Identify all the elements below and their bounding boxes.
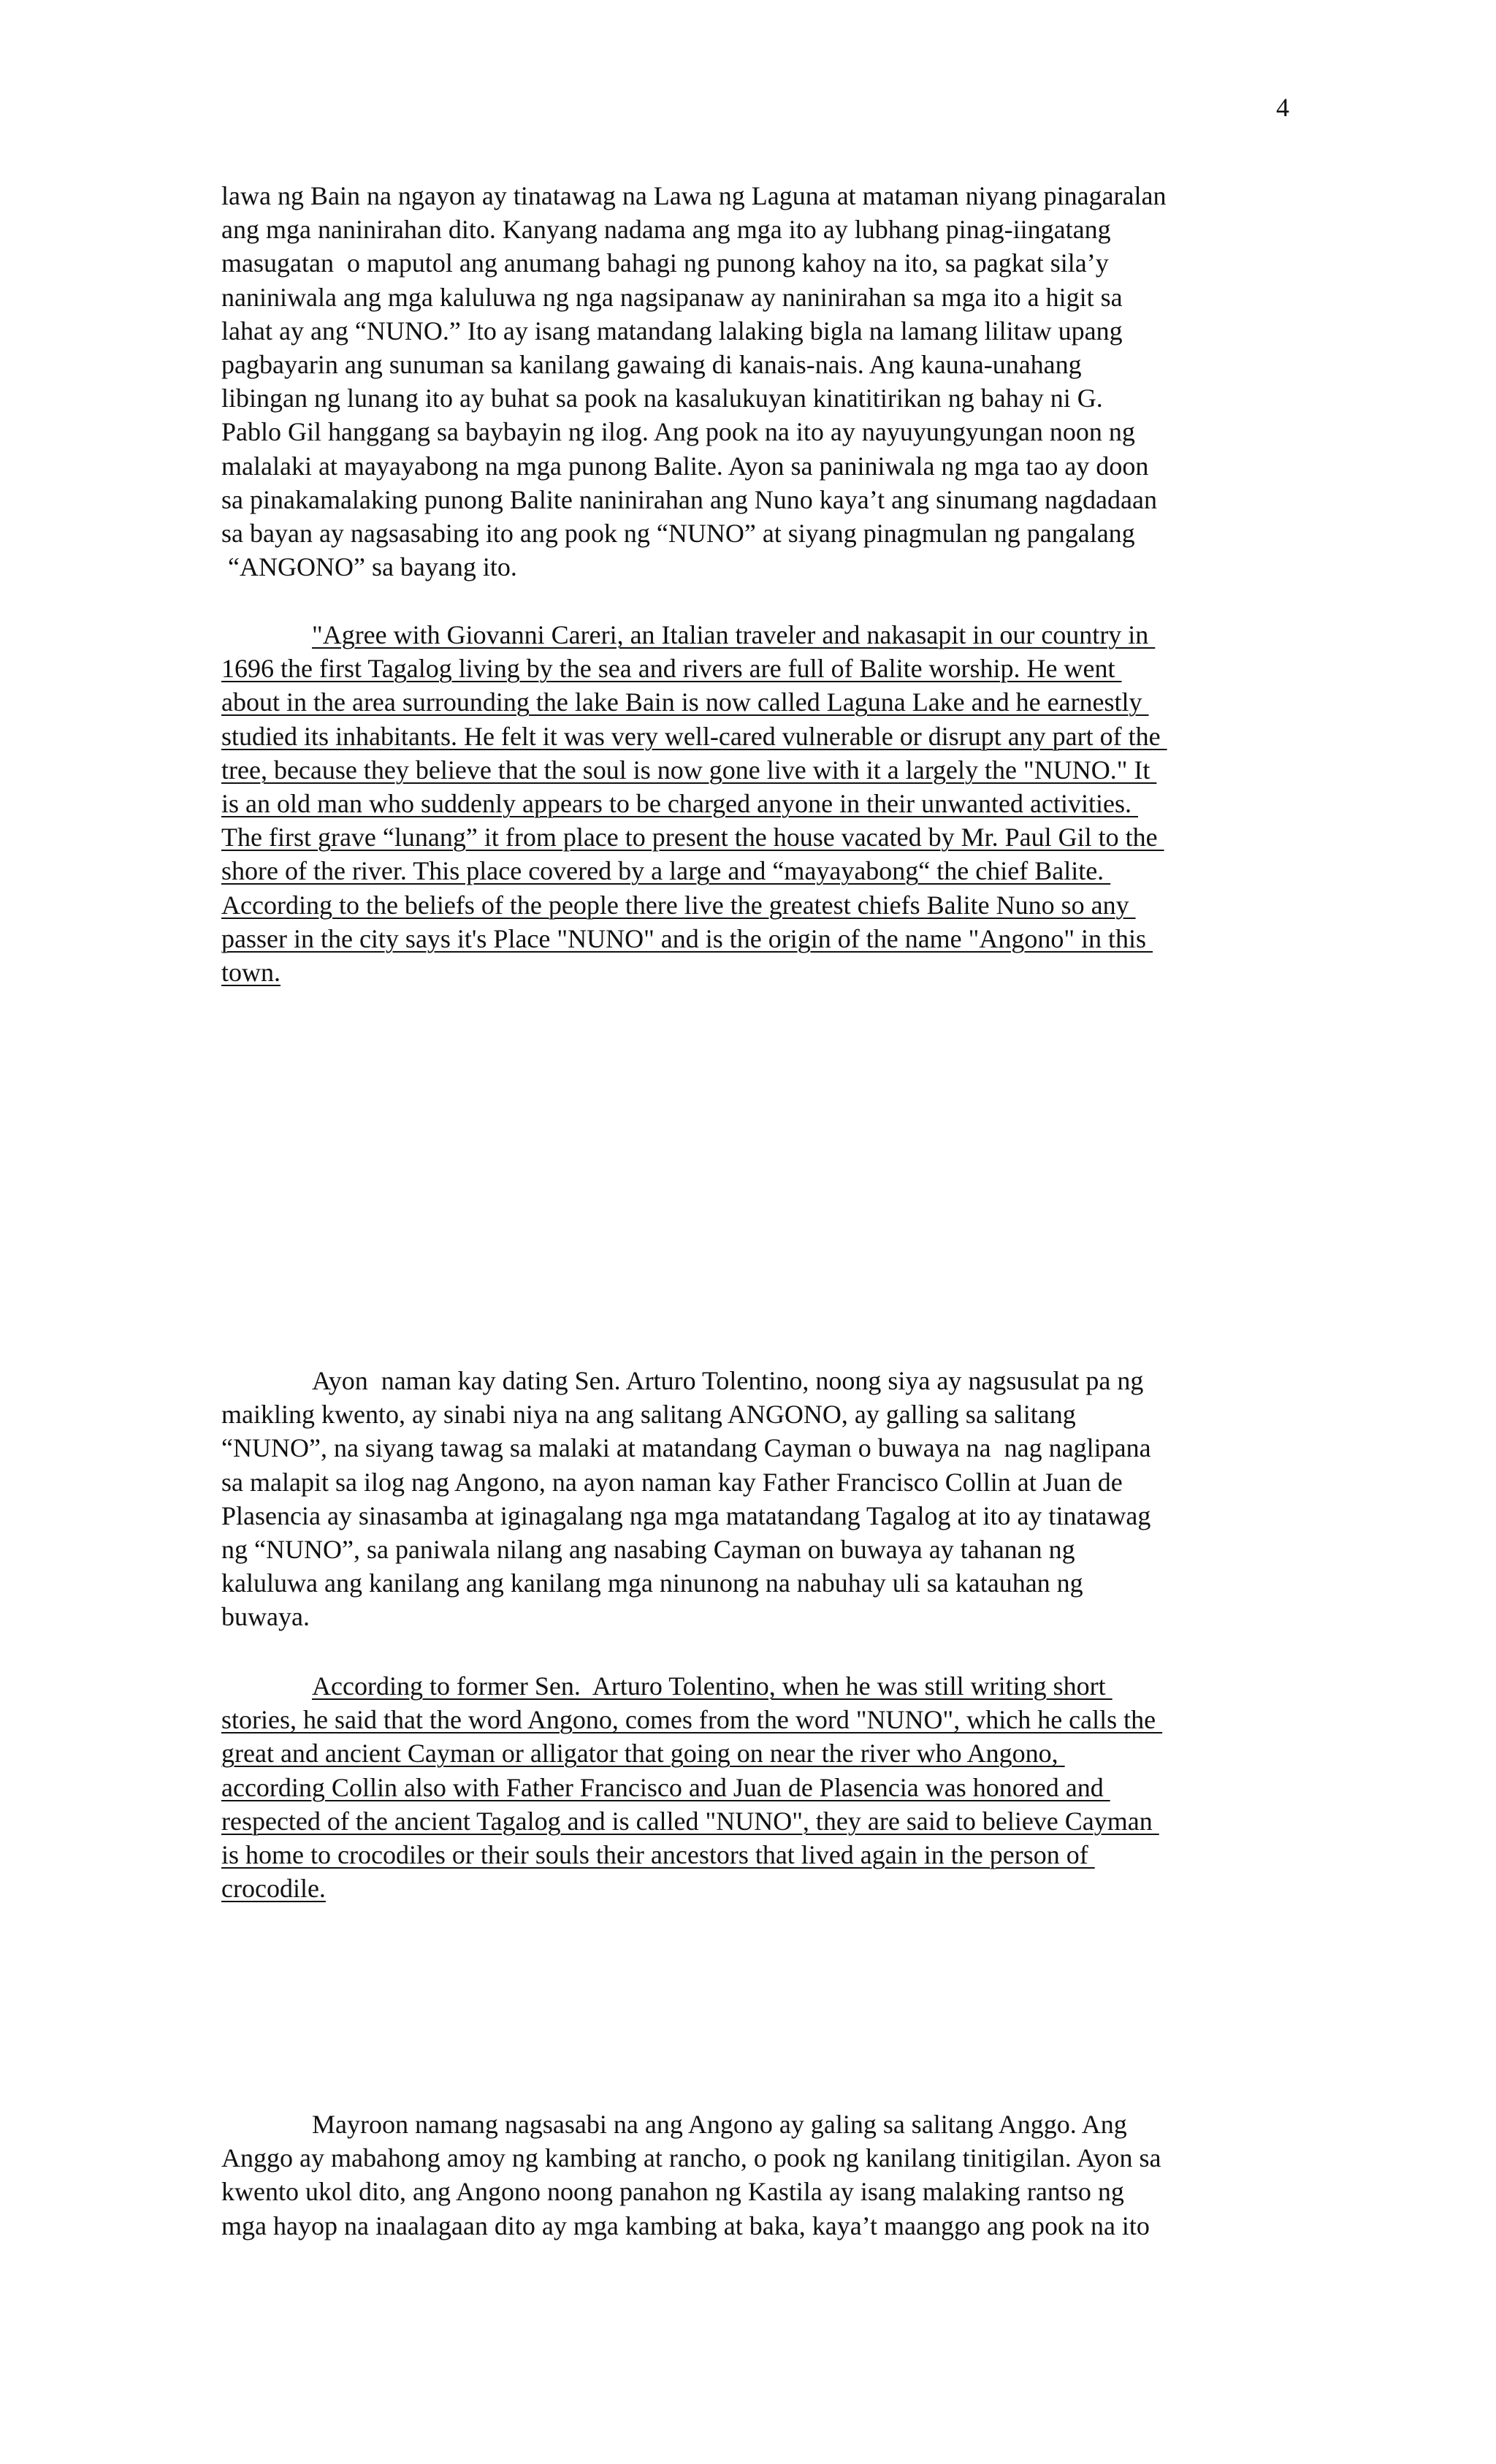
text-line: studied its inhabitants. He felt it was very well-cared vulnerable or disrupt any part of the (221, 721, 1167, 751)
page-number: 4 (1276, 93, 1289, 122)
paragraph-english-tolentino (221, 1669, 1288, 1905)
text-line: shore of the river. This place covered by a large and “mayayabong“ the chief Balite. (221, 856, 1111, 886)
text-line: Plasencia ay sinasamba at iginagalang nga mga matatandang Tagalog at ito ay tinatawag (221, 1500, 1151, 1530)
text-line: libingan ng lunang ito ay buhat sa pook na kasalukuyan kinatitirikan ng bahay ni G. (221, 384, 1103, 413)
text-line: is an old man who suddenly appears to be charged anyone in their unwanted activities. (221, 789, 1138, 819)
text-line: Anggo ay mabahong amoy ng kambing at rancho, o pook ng kanilang tinitigilan. Ayon sa (221, 2143, 1161, 2173)
text-line: crocodile. (221, 1874, 326, 1904)
text-line: sa pinakamalaking punong Balite naninirahan ang Nuno kaya’t ang sinumang nagdadaan (221, 484, 1157, 514)
text-line: 1696 the first Tagalog living by the sea and rivers are full of Balite worship. He went (221, 654, 1122, 684)
text-line: Ayon naman kay dating Sen. Arturo Tolentino, noong siya ay nagsusulat pa ng (312, 1366, 1144, 1395)
paragraph-english-careri (221, 618, 1288, 989)
text-line: great and ancient Cayman or alligator that going on near the river who Angono, (221, 1739, 1065, 1769)
text-line: ng “NUNO”, sa paniwala nilang ang nasabing Cayman on buwaya ay tahanan ng (221, 1535, 1075, 1565)
text-line: lahat ay ang “NUNO.” Ito ay isang matandang lalaking bigla na lamang lilitaw upang (221, 316, 1123, 346)
text-line: respected of the ancient Tagalog and is called "NUNO", they are said to believe Cayman (221, 1806, 1159, 1836)
text-line: According to the beliefs of the people there live the greatest chiefs Balite Nuno so any (221, 890, 1136, 920)
text-line: kaluluwa ang kanilang ang kanilang mga ninunong na nabuhay uli sa katauhan ng (221, 1568, 1083, 1598)
paragraph-tagalog-tolentino (221, 1364, 1288, 1634)
text-line: kwento ukol dito, ang Angono noong panahon ng Kastila ay isang malaking rantso ng (221, 2177, 1124, 2207)
paragraph-tagalog-balite (221, 179, 1288, 584)
text-line: mga hayop na inaalagaan dito ay mga kambing at baka, kaya’t maanggo ang pook na ito (221, 2211, 1150, 2240)
text-line: lawa ng Bain na ngayon ay tinatawag na Lawa ng Laguna at mataman niyang pinagaralan (221, 181, 1167, 210)
text-line: naniniwala ang mga kaluluwa ng nga nagsipanaw ay naninirahan sa mga ito a higit sa (221, 282, 1123, 312)
text-line: sa malapit sa ilog nag Angono, na ayon naman kay Father Francisco Collin at Juan de (221, 1467, 1123, 1497)
text-line: maikling kwento, ay sinabi niya na ang salitang ANGONO, ay galling sa salitang (221, 1400, 1076, 1430)
text-line: stories, he said that the word Angono, comes from the word "NUNO", which he calls the (221, 1705, 1163, 1735)
text-line: masugatan o maputol ang anumang bahagi ng punong kahoy na ito, sa pagkat sila’y (221, 248, 1109, 278)
text-line: "Agree with Giovanni Careri, an Italian traveler and nakasapit in our country in (312, 620, 1156, 649)
text-line: Pablo Gil hanggang sa baybayin ng ilog. Ang pook na ito ay nayuyungyungan noon ng (221, 417, 1135, 447)
text-line: malalaki at mayayabong na mga punong Balite. Ayon sa paniniwala ng mga tao ay doon (221, 451, 1149, 481)
text-line: according Collin also with Father Francisco and Juan de Plasencia was honored and (221, 1772, 1110, 1802)
text-line: The first grave “lunang” it from place to present the house vacated by Mr. Paul Gil to the (221, 823, 1164, 853)
text-line: ang mga naninirahan dito. Kanyang nadama ang mga ito ay lubhang pinag-iingatang (221, 215, 1111, 245)
text-line: “NUNO”, na siyang tawag sa malaki at matandang Cayman o buwaya na nag naglipana (221, 1433, 1151, 1463)
text-line: about in the area surrounding the lake Bain is now called Laguna Lake and he earnestly (221, 687, 1149, 717)
text-line: sa bayan ay nagsasabing ito ang pook ng “NUNO” at siyang pinagmulan ng pangalang (221, 519, 1135, 549)
text-line: buwaya. (221, 1602, 310, 1632)
text-line: is home to crocodiles or their souls their ancestors that lived again in the person of (221, 1840, 1095, 1870)
text-line: According to former Sen. Arturo Tolentino, when he was still writing short (312, 1671, 1113, 1701)
paragraph-tagalog-anggo (221, 2108, 1288, 2243)
text-line: Mayroon namang nagsasabi na ang Angono ay galing sa salitang Anggo. Ang (312, 2110, 1127, 2139)
text-line: “ANGONO” sa bayang ito. (221, 552, 517, 582)
text-line: passer in the city says it's Place "NUNO" and is the origin of the name "Angono" in this (221, 923, 1153, 953)
text-line: tree, because they believe that the soul is now gone live with it a largely the "NUNO." It (221, 755, 1157, 785)
text-line: town. (221, 958, 280, 988)
text-line: pagbayarin ang sunuman sa kanilang gawaing di kanais-nais. Ang kauna-unahang (221, 350, 1082, 380)
